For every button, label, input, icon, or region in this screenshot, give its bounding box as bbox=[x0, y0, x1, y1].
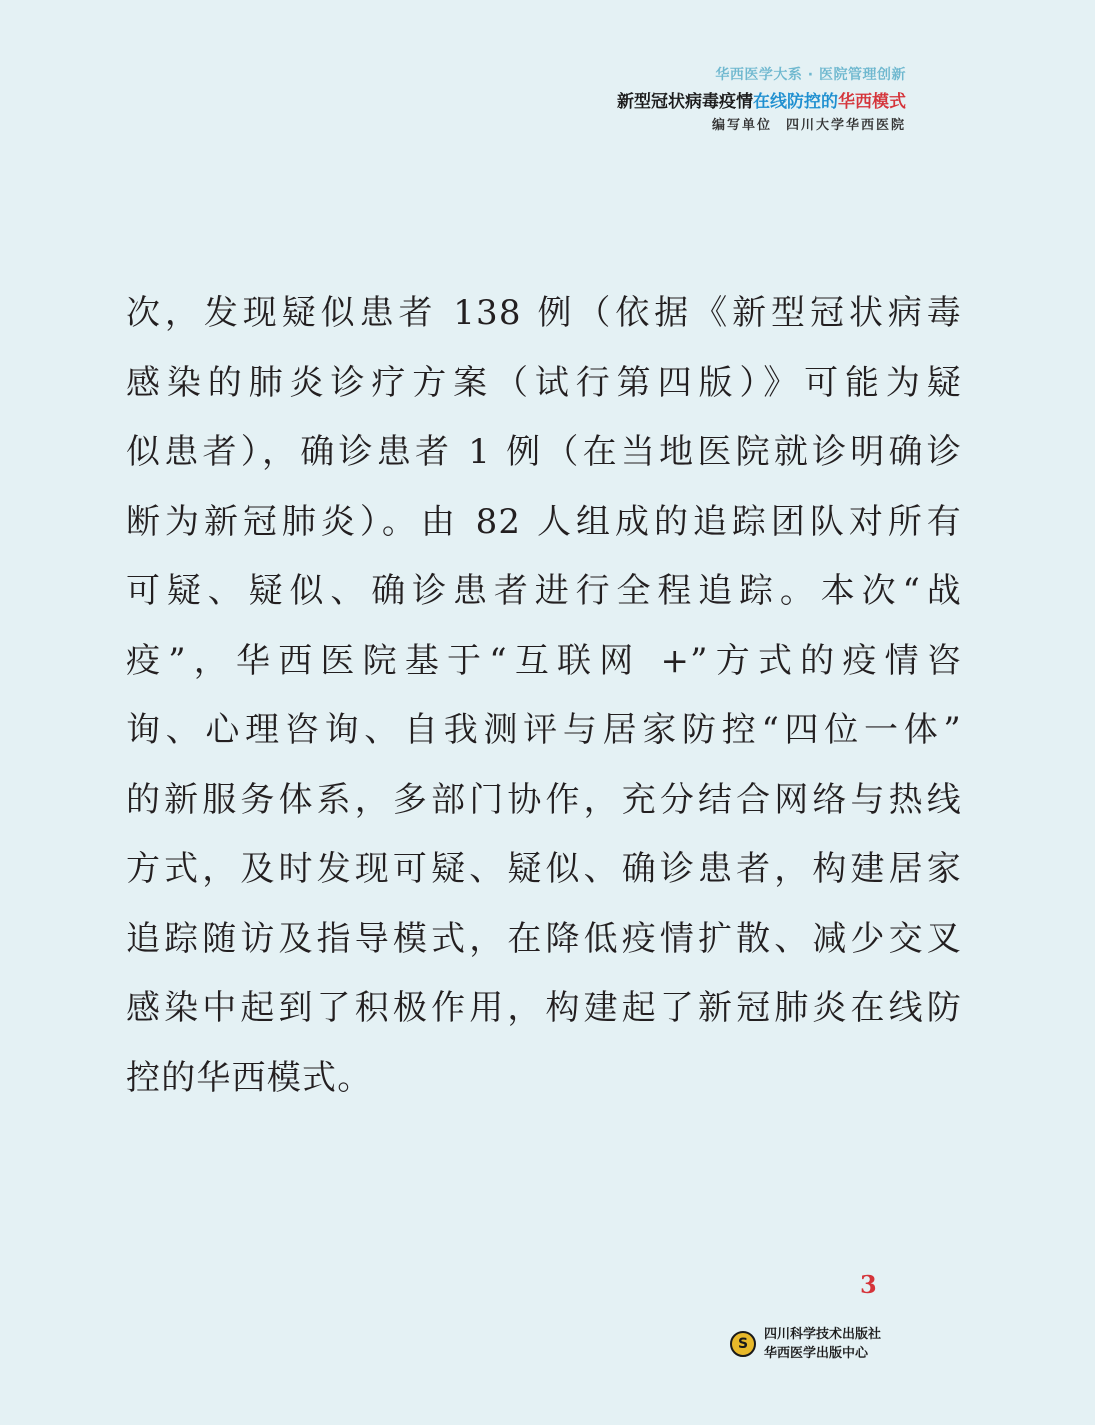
body-line: 感染中起到了积极作用，构建起了新冠肺炎在线防 bbox=[126, 988, 962, 1028]
body-text bbox=[126, 279, 962, 1113]
publisher-logo-icon: S bbox=[730, 1331, 756, 1357]
body-line: 方式，及时发现可疑、疑似、确诊患者，构建居家 bbox=[126, 849, 962, 889]
book-title-part3: 华西模式 bbox=[838, 92, 906, 112]
series-title: 华西医学大系 · 医院管理创新 bbox=[715, 67, 906, 83]
body-line: 疫”，华西医院基于“互联网 +”方式的疫情咨 bbox=[126, 640, 962, 681]
body-line: 询、心理咨询、自我测评与居家防控“四位一体” bbox=[126, 710, 962, 750]
page-header bbox=[617, 66, 906, 136]
editor-label: 编写单位 bbox=[711, 118, 772, 133]
publisher-names bbox=[764, 1325, 881, 1363]
body-line: 追踪随访及指导模式，在降低疫情扩散、减少交叉 bbox=[126, 918, 962, 959]
body-line: 次，发现疑似患者 138 例（依据《新型冠状病毒 bbox=[126, 293, 962, 333]
body-line: 的新服务体系，多部门协作，充分结合网络与热线 bbox=[126, 779, 962, 820]
body-line: 断为新冠肺炎）。由 82 人组成的追踪团队对所有 bbox=[126, 501, 962, 542]
body-line: 控的华西模式。 bbox=[126, 1057, 373, 1098]
publisher-block bbox=[730, 1325, 881, 1363]
body-line: 可疑、疑似、确诊患者进行全程追踪。本次“战 bbox=[126, 571, 962, 611]
body-line: 似患者），确诊患者 1 例（在当地医院就诊明确诊 bbox=[126, 432, 962, 472]
editor-line bbox=[617, 116, 906, 136]
book-title-part2: 在线防控的 bbox=[753, 92, 838, 112]
book-title bbox=[617, 90, 906, 114]
publisher-name-2: 华西医学出版中心 bbox=[764, 1346, 869, 1361]
publisher-name-1: 四川科学技术出版社 bbox=[764, 1327, 882, 1342]
book-title-part1: 新型冠状病毒疫情 bbox=[617, 92, 753, 112]
editor-value: 四川大学华西医院 bbox=[785, 118, 906, 133]
body-line: 感染的肺炎诊疗方案（试行第四版）》可能为疑 bbox=[126, 362, 962, 403]
page-number: 3 bbox=[860, 1270, 877, 1299]
